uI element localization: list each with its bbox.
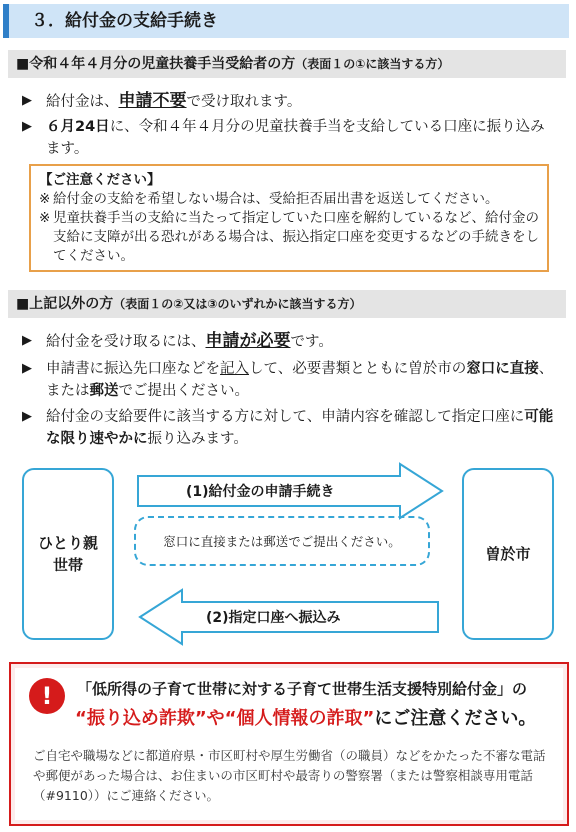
section-title [3, 4, 569, 38]
step1-label: (1)給付金の申請手続き [186, 484, 335, 500]
single-parent-household-box: ひとり親 世帯 [22, 468, 114, 640]
warning-line-2: “振り込め詐欺”や“個人情報の詐取”にご注意ください。 [75, 708, 537, 729]
part1-bullet-2: ▶ ６月24日に、令和４年４月分の児童扶養手当を支給している口座に振り込みます。 [22, 116, 556, 160]
part1-header-text: 令和４年４月分の児童扶養手当受給者の方 [29, 56, 296, 72]
part2-header: ■上記以外の方（表面１の②又は③のいずれかに該当する方） [8, 290, 566, 318]
bullet-arrow-icon: ▶ [22, 93, 32, 108]
step2-label: (2)指定口座へ振込み [206, 610, 341, 626]
warning-body: ご自宅や職場などに都道府県・市区町村や厚生労働省（の職員）などをかたった不審な電話や郵便があった場合は、お住まいの市区町村や最寄りの警察署（または警察相談専用電話（#9110））にご連絡ください。 [33, 748, 546, 803]
section-title-text: 給付金の支給手続き [65, 11, 218, 31]
notice-title: 【ご注意ください】 [39, 172, 161, 188]
notice-item: ※ 児童扶養手当の支給に当たって指定していた口座を解約しているなど、給付金の支給に支障が出る恐れがある場合は、振込指定口座を変更するなどの手続きをしてください。 [39, 210, 539, 264]
bullet-arrow-icon: ▶ [22, 119, 32, 134]
part1-header: ■令和４年４月分の児童扶養手当受給者の方（表面１の①に該当する方） [8, 50, 566, 78]
fraud-warning-box [9, 662, 569, 826]
part2-header-note: （表面１の②又は③のいずれかに該当する方） [113, 297, 362, 311]
part2-header-text: 上記以外の方 [29, 296, 114, 312]
part1-bullet-1: ▶ 給付金は、申請不要で受け取れます。 [22, 91, 302, 111]
notice-box [29, 164, 549, 272]
submission-note: 窓口に直接または郵送でご提出ください。 [134, 516, 430, 566]
bullet-arrow-icon: ▶ [22, 333, 32, 348]
warning-line-1: 「低所得の子育て世帯に対する子育て世帯生活支援特別給付金」の [77, 680, 528, 698]
section-number: ３． [31, 11, 65, 31]
soo-city-box: 曽於市 [462, 468, 554, 640]
exclamation-icon: ! [29, 678, 65, 714]
part2-bullet-3: ▶ 給付金の支給要件に該当する方に対して、申請内容を確認して指定口座に可能な限り速やかに振り込みます。 [22, 406, 556, 450]
bullet-arrow-icon: ▶ [22, 409, 32, 424]
bullet-arrow-icon: ▶ [22, 361, 32, 376]
part2-bullet-1: ▶ 給付金を受け取るには、申請が必要です。 [22, 331, 333, 351]
part2-bullet-2: ▶ 申請書に振込先口座などを記入して、必要書類とともに曽於市の窓口に直接、または郵送でご提出ください。 [22, 358, 556, 402]
notice-item: ※ 給付金の支給を希望しない場合は、受給拒否届出書を返送してください。 [39, 191, 499, 207]
part1-header-note: （表面１の①に該当する方） [295, 57, 450, 71]
